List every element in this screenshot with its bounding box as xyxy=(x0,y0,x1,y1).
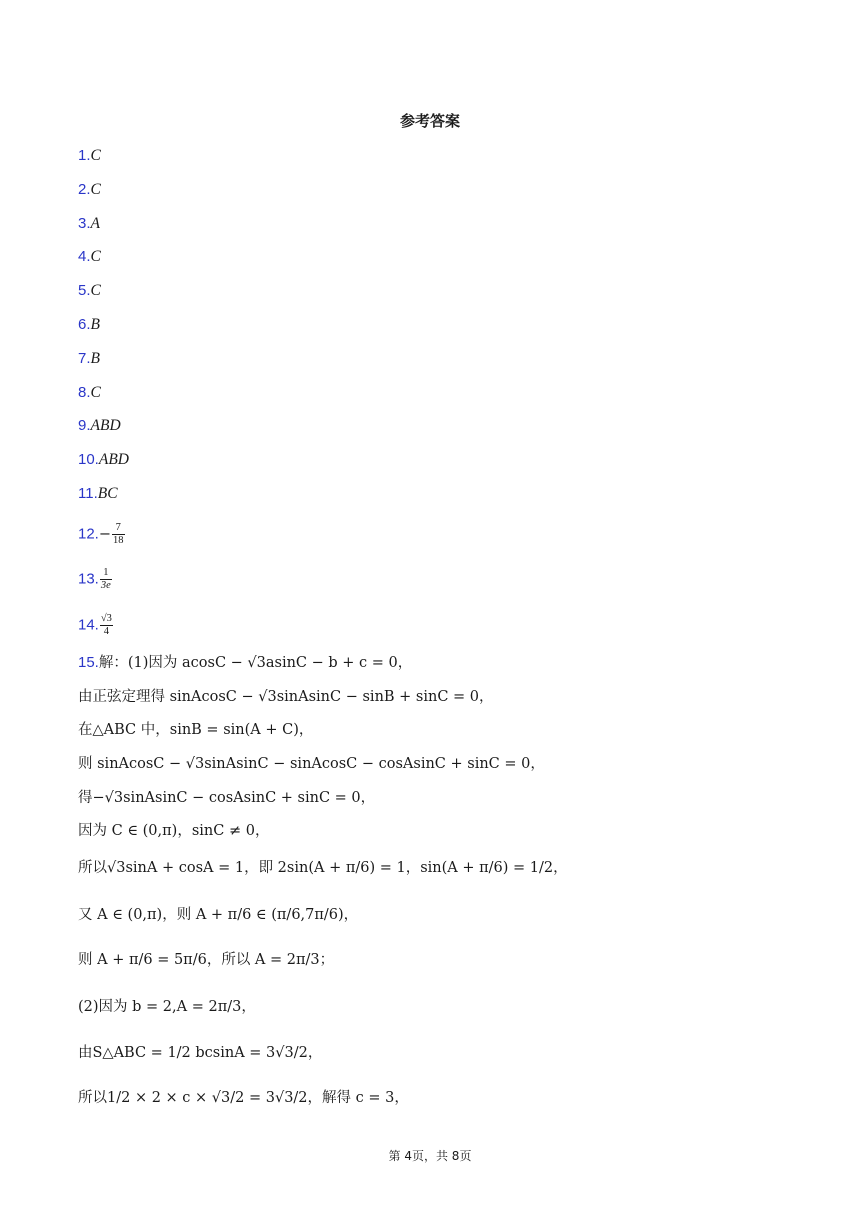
answer-number: 7. xyxy=(78,350,91,367)
minus-sign: − xyxy=(98,526,112,543)
answer-number: 14. xyxy=(78,616,99,634)
solution-line: 所以1/2 × 2 × c × √3/2 = 3√3/2，解得 c = 3， xyxy=(78,1090,409,1106)
answer-15-line-1 xyxy=(78,653,412,673)
numerator: 1 xyxy=(100,567,112,580)
page-title: 参考答案 xyxy=(399,112,460,130)
answer-item xyxy=(78,383,101,403)
solution-line: 又 A ∈ (0,π)，则 A + π/6 ∈ (π/6,7π/6)， xyxy=(78,907,359,923)
solution-line: 得−√3sinAsinC − cosAsinC + sinC = 0， xyxy=(78,790,376,806)
answer-item xyxy=(78,281,101,301)
fraction xyxy=(100,567,112,592)
solution-line: 在△ABC 中，sinB = sin(A + C)， xyxy=(78,722,314,738)
answer-value: C xyxy=(90,384,101,401)
answer-item xyxy=(78,247,101,267)
solution-line: 则 sinAcosC − √3sinAsinC − sinAcosC − cosAsinC + sinC = 0， xyxy=(78,756,545,772)
answer-number: 5. xyxy=(78,282,91,299)
answer-value: ABD xyxy=(98,451,129,468)
answer-item xyxy=(78,416,121,436)
answer-number: 10. xyxy=(78,451,99,468)
fraction xyxy=(112,522,125,547)
answer-number: 2. xyxy=(78,181,91,198)
answer-number: 11. xyxy=(78,485,98,502)
solution-line: 所以√3sinA + cosA = 1，即 2sin(A + π/6) = 1，sin(A + π/6) = 1/2， xyxy=(78,860,568,876)
answer-value: ABD xyxy=(90,417,121,434)
answer-value: C xyxy=(90,282,101,299)
denominator: 3e xyxy=(100,580,111,591)
answer-number: 15. xyxy=(78,654,99,671)
answer-value: A xyxy=(90,215,100,232)
numerator: √3 xyxy=(100,613,112,624)
page-footer: 第 4页，共 8页 xyxy=(388,1149,472,1163)
answer-item xyxy=(78,349,100,369)
answer-number: 13. xyxy=(78,570,99,588)
solution-line: 由S△ABC = 1/2 bcsinA = 3√3/2， xyxy=(78,1045,323,1061)
answer-number: 6. xyxy=(78,316,91,333)
answer-item xyxy=(78,180,101,200)
solution-line: 因为 C ∈ (0,π)，sinC ≠ 0， xyxy=(78,823,270,839)
solution-line: (2)因为 b = 2,A = 2π/3， xyxy=(78,999,256,1015)
numerator: 7 xyxy=(112,522,125,535)
answer-value: C xyxy=(90,181,101,198)
answer-number: 4. xyxy=(78,248,91,265)
answer-number: 12. xyxy=(78,525,99,543)
solution-line: 则 A + π/6 = 5π/6，所以 A = 2π/3； xyxy=(78,952,335,968)
answer-item xyxy=(78,315,100,335)
answer-number: 9. xyxy=(78,417,91,434)
answer-item xyxy=(78,450,129,470)
answer-value: C xyxy=(90,248,101,265)
answer-14 xyxy=(78,613,114,638)
answer-value: B xyxy=(90,350,100,367)
answer-number: 8. xyxy=(78,384,91,401)
answer-value: B xyxy=(90,316,100,333)
answer-item xyxy=(78,484,118,504)
solution-text: 解：(1)因为 acosC − √3asinC − b + c = 0， xyxy=(98,655,413,671)
denominator: 18 xyxy=(113,535,124,546)
answer-13 xyxy=(78,567,113,592)
answer-item xyxy=(78,146,101,166)
solution-line: 由正弦定理得 sinAcosC − √3sinAsinC − sinB + sinC = 0， xyxy=(78,689,494,705)
answer-item xyxy=(78,214,100,234)
answer-number: 1. xyxy=(78,147,91,164)
answer-12 xyxy=(78,522,126,547)
denominator: 4 xyxy=(103,626,109,637)
answer-number: 3. xyxy=(78,215,91,232)
answer-value: C xyxy=(90,147,101,164)
answer-value: BC xyxy=(97,485,118,502)
fraction xyxy=(100,613,113,638)
